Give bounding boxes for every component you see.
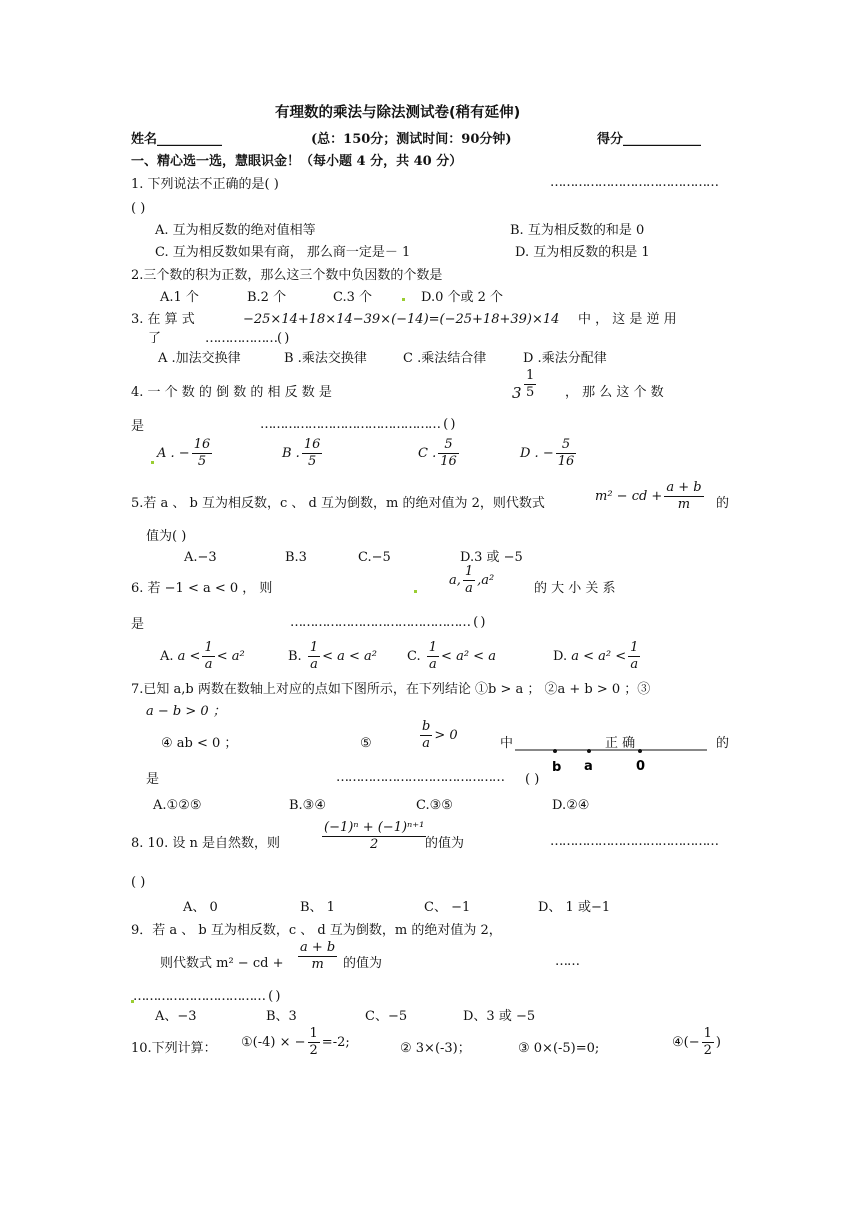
origin-marker [638, 749, 642, 753]
question-4-mixed-fraction [522, 368, 538, 401]
question-6-option-a [160, 640, 245, 673]
question-7-stem-4: 是 [146, 772, 160, 787]
question-5-option-b: B.3 [285, 550, 307, 565]
fraction-denominator: a [630, 657, 639, 672]
option-right: < a² [216, 649, 245, 664]
fraction-denominator: 2 [309, 1043, 318, 1058]
question-7-stem-3: 中 [500, 736, 514, 751]
question-8-dots: …………………………………… [550, 834, 718, 849]
question-3-option-d: D .乘法分配律 [523, 351, 607, 366]
fraction-denominator: a [465, 581, 473, 596]
question-3-option-c: C .乘法结合律 [403, 351, 487, 366]
question-6-stem: 6. 若 −1 < a < 0 ， 则 [131, 581, 273, 596]
question-6-dots: ……………………………………… ( ) [290, 615, 485, 630]
question-2-option-d: D.0 个或 2 个 [421, 290, 504, 305]
question-1-dots: …………………………………… [550, 175, 718, 190]
fraction-numerator: 1 [703, 1026, 712, 1041]
question-7-option-d: D.②④ [552, 798, 590, 813]
question-4-stem: 4. 一 个 数 的 倒 数 的 相 反 数 是 [131, 385, 332, 400]
question-9-fraction [296, 940, 339, 973]
question-8-option-d: D、 1 或−1 [538, 900, 611, 915]
fraction-numerator: a + b [300, 940, 336, 955]
question-3-dots: ………………( ) [205, 331, 289, 346]
option-left: a < a² < [571, 649, 627, 664]
question-7-stem-2: a − b > 0 ； [146, 704, 226, 719]
fraction-numerator: 1 [428, 640, 438, 655]
question-8-stem: 8. 10. 设 n 是自然数，则 [131, 836, 280, 851]
question-3-option-b: B .乘法交换律 [284, 351, 367, 366]
fraction-numerator: 16 [303, 437, 321, 452]
question-7-stem-3c: 的 [716, 736, 730, 751]
option-label: B . [282, 446, 300, 461]
number-line [515, 742, 710, 776]
question-1-bracket: ( ) [131, 201, 146, 216]
question-1-option-c: C. 互为相反数如果有商， 那么商一定是－ 1 [155, 245, 411, 260]
fraction-denominator: 2 [703, 1043, 712, 1058]
fraction-numerator: a + b [666, 480, 702, 495]
fraction-numerator: b [422, 719, 431, 734]
question-4-option-c [418, 437, 461, 470]
question-10-item-3: ③ 0×(-5)=0; [518, 1041, 600, 1056]
question-9-option-c: C、−5 [365, 1009, 408, 1024]
fraction-comparison: > 0 [434, 728, 458, 743]
fraction-numerator: 5 [438, 437, 459, 454]
question-5-option-c: C.−5 [358, 550, 391, 565]
question-4-mixed-whole: 3 [512, 384, 522, 402]
option-label: D. [553, 649, 568, 664]
question-3-formula: −25×14+18×14−39×(−14)=(−25+18+39)×14 [243, 312, 560, 327]
point-a-marker [587, 749, 591, 753]
question-8-stem-end: 的值为 [425, 836, 465, 851]
fraction-numerator: 1 [309, 640, 319, 655]
name-label: 姓名__________ [131, 132, 223, 147]
option-right: < a < a² [322, 649, 378, 664]
question-9-option-b: B、3 [266, 1009, 297, 1024]
question-7-option-c: C.③⑤ [416, 798, 453, 813]
fraction-denominator: 5 [307, 454, 317, 469]
question-1-option-d: D. 互为相反数的积是 1 [515, 245, 650, 260]
question-9-option-a: A、−3 [155, 1009, 197, 1024]
question-10-item-2: ② 3×(-3)； [400, 1041, 471, 1056]
fraction-numerator: (−1)ⁿ + (−1)ⁿ⁺¹ [324, 820, 425, 835]
question-10-item-4 [672, 1026, 721, 1059]
fraction-denominator: 2 [370, 837, 379, 852]
question-5-expression [595, 480, 706, 513]
option-label: B. [288, 649, 302, 664]
question-8-option-c: C、 −1 [424, 900, 471, 915]
question-9-stem-end: 的值为 [343, 956, 383, 971]
fraction-denominator: 16 [440, 454, 457, 469]
fraction-denominator: a [422, 736, 431, 751]
question-7-bracket: ( ) [525, 772, 540, 787]
question-3-option-a: A .加法交换律 [158, 351, 241, 366]
question-3-stem-2: 了 [148, 331, 162, 346]
point-b-marker [553, 749, 557, 753]
fraction-numerator: 5 [556, 437, 577, 454]
question-2-option-a: A.1 个 [160, 290, 199, 305]
highlight-mark [414, 590, 417, 593]
question-6-stem-end: 的 大 小 关 系 [534, 581, 616, 596]
question-3-stem-end: 中 ， 这 是 逆 用 [578, 312, 677, 327]
question-7-fraction [418, 719, 458, 752]
question-5-option-a: A.−3 [184, 550, 217, 565]
question-6-option-c [407, 640, 496, 673]
question-7-dots: …………………………………… [336, 770, 504, 785]
fraction-numerator: 1 [309, 1026, 318, 1041]
question-4-stem-end: ， 那 么 这 个 数 [565, 385, 664, 400]
total-info: (总：150分；测试时间：90分钟) [311, 132, 512, 147]
question-4-option-a [157, 437, 214, 470]
question-10-item-1 [241, 1026, 350, 1059]
question-1-option-a: A. 互为相反数的绝对值相等 [155, 223, 316, 238]
question-8-fraction [320, 820, 428, 853]
question-2-option-c: C.3 个 [333, 290, 373, 305]
fraction-denominator: a [429, 657, 437, 672]
question-9-dots-short: …… [555, 954, 579, 969]
question-5-option-d: D.3 或 −5 [460, 550, 523, 565]
option-label: C. [407, 649, 421, 664]
expression-left: m² − cd + [595, 489, 663, 504]
question-7-conclusion-5: ⑤ [360, 736, 372, 751]
fraction-denominator: a [204, 657, 213, 672]
fraction-numerator: 1 [204, 640, 213, 655]
question-9-stem: 9．若 a 、 b 互为相反数，c 、 d 互为倒数，m 的绝对值为 2， [131, 923, 502, 938]
fraction-denominator: a [310, 657, 318, 672]
fraction-denominator: 5 [197, 454, 207, 469]
question-7-conclusion-4: ④ ab < 0 ； [161, 736, 238, 751]
question-6-option-b [288, 640, 377, 673]
fraction-denominator: 16 [557, 454, 575, 469]
fraction-denominator: 5 [526, 385, 535, 400]
fraction-numerator: 1 [630, 640, 639, 655]
question-2-option-b: B.2 个 [247, 290, 287, 305]
fraction-numerator: 1 [526, 368, 535, 383]
fraction-numerator: 16 [193, 437, 211, 452]
question-1-stem: 1. 下列说法不正确的是( ) [131, 177, 279, 192]
fraction-denominator: m [677, 497, 691, 512]
question-3-stem: 3. 在 算 式 [131, 312, 195, 327]
question-8-bracket: ( ) [131, 875, 146, 890]
item-result: =-2; [321, 1035, 350, 1050]
origin-label: 0 [636, 759, 646, 774]
question-9-stem-2: 则代数式 m² − cd + [160, 956, 284, 971]
option-right: < a² < a [441, 649, 496, 664]
question-4-dots: ……………………………………… ( ) [260, 417, 455, 432]
question-4-option-d [520, 437, 578, 470]
question-6-option-d [553, 640, 642, 673]
section-heading: 一、精心选一选，慧眼识金！（每小题 4 分，共 40 分） [131, 154, 463, 169]
highlight-mark [402, 298, 405, 301]
item-text: ④(− [672, 1035, 700, 1050]
score-label: 得分____________ [597, 132, 702, 147]
question-5-stem-2: 值为( ) [146, 529, 187, 544]
option-label: C . [418, 446, 437, 461]
option-left: a < [177, 649, 201, 664]
page-title: 有理数的乘法与除法测试卷(稍有延伸) [275, 105, 521, 121]
question-6-stem-2: 是 [131, 617, 145, 632]
item-close: ) [715, 1035, 721, 1050]
question-2-stem: 2.三个数的积为正数，那么这三个数中负因数的个数是 [131, 268, 443, 283]
question-4-stem-2: 是 [131, 419, 145, 434]
point-b-label: b [552, 760, 562, 775]
question-8-option-b: B、 1 [300, 900, 335, 915]
fraction-denominator: m [311, 957, 324, 972]
question-9-option-d: D、3 或 −5 [463, 1009, 536, 1024]
expression-end: ,a² [477, 573, 495, 588]
question-7-stem: 7.已知 a,b 两数在数轴上对应的点如下图所示，在下列结论 ①b > a ； ②a + b > 0 ；③ [131, 682, 651, 697]
question-7-option-b: B.③④ [289, 798, 326, 813]
expression-a: a, [449, 573, 461, 588]
question-5-stem-end: 的 [716, 496, 730, 511]
fraction-numerator: 1 [464, 564, 474, 579]
highlight-mark [151, 461, 154, 464]
option-label: A . − [157, 446, 190, 461]
question-8-option-a: A、 0 [183, 900, 218, 915]
point-a-label: a [584, 759, 593, 774]
question-9-dots: …………………………… ( ) [133, 989, 280, 1004]
question-7-stem-3b: 正 确 [605, 736, 636, 751]
question-7-option-a: A.①②⑤ [153, 798, 202, 813]
option-label: A. [160, 649, 174, 664]
option-label: D . − [520, 446, 554, 461]
question-6-expression [449, 564, 494, 597]
question-1-option-b: B. 互为相反数的和是 0 [510, 223, 645, 238]
item-text: ①(-4) × − [241, 1035, 306, 1050]
question-10-stem: 10.下列计算： [131, 1041, 217, 1056]
question-5-stem: 5.若 a 、 b 互为相反数，c 、 d 互为倒数，m 的绝对值为 2，则代数式 [131, 496, 545, 511]
question-4-option-b [282, 437, 324, 470]
